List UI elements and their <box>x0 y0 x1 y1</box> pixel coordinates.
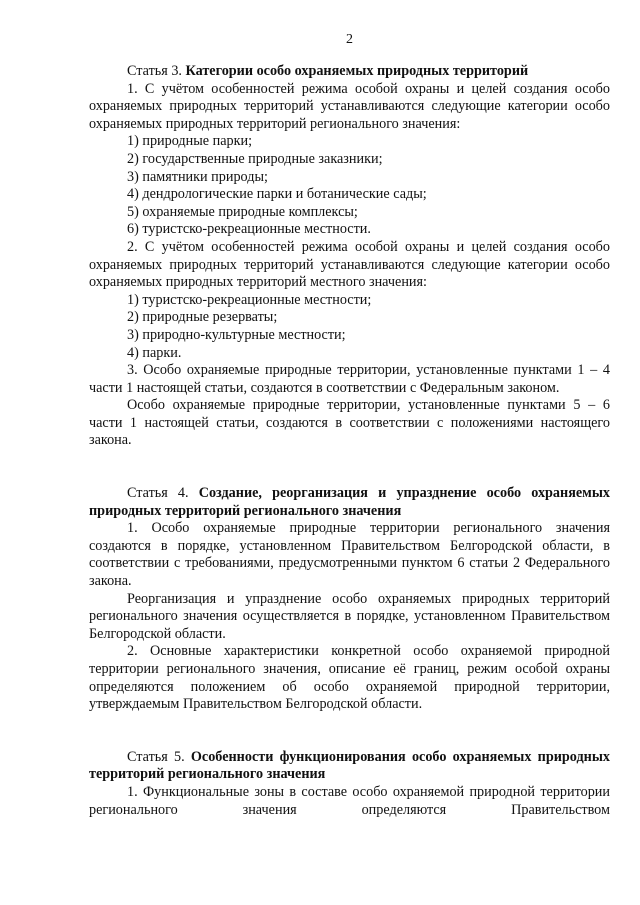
list-item: 3) природно-культурные местности; <box>127 326 346 343</box>
article-3-heading <box>89 63 610 81</box>
list-item: 1) природные парки; <box>127 133 253 150</box>
list-item: 4) парки. <box>127 344 182 361</box>
article-3-paragraph-3: 3. Особо охраняемые природные территории, установленные пунктами 1 – 4 части 1 настоящей статьи, создаются в соответствии с Федеральным законом. <box>89 362 610 396</box>
article-3-paragraph-2: 2. С учётом особенностей режима особой охраны и целей создания особо охраняемых природных территорий устанавливаются следующие категории особо охраняемых природных территорий местного значения: <box>89 238 610 291</box>
article-4-paragraph-3: 2. Основные характеристики конкретной особо охраняемой природной территории регионального значения, описание её границ, режим особой охраны определяются положением об особо охраняемой природной территории, утверждаемым Правительством Белгородской области. <box>89 643 610 713</box>
article-3-title: Категории особо охраняемых природных территорий <box>185 63 529 79</box>
article-3-paragraph-1: 1. С учётом особенностей режима особой охраны и целей создания особо охраняемых природных территорий устанавливаются следующие категории особо охраняемых природных территорий регионального значения: <box>89 80 610 132</box>
section-gap <box>89 450 610 485</box>
section-gap <box>89 714 610 749</box>
article-5-paragraph-1: 1. Функциональные зоны в составе особо охраняемой природной территории регионального значения определяются Правительством <box>89 783 610 818</box>
article-3-paragraph-4: Особо охраняемые природные территории, установленные пунктами 5 – 6 части 1 настоящей статьи, создаются в соответствии с положениями настоящего закона. <box>89 397 610 449</box>
list-item: 2) природные резерваты; <box>127 309 278 326</box>
list-item: 5) охраняемые природные комплексы; <box>127 203 358 220</box>
article-4-paragraph-1: 1. Особо охраняемые природные территории регионального значения создаются в порядке, установленном Правительством Белгородской области, в соответствии с требованиями, предусмотренными пунктом 6 статьи 2 Федерального закона. <box>89 520 610 590</box>
article-5-prefix: Статья 5. <box>127 748 185 765</box>
article-4-title: Создание, реорганизация и упразднение особо охраняемых природных территорий регионального значения <box>89 485 611 519</box>
page-number: 2 <box>346 32 353 47</box>
list-item: 4) дендрологические парки и ботанические сады; <box>127 186 427 203</box>
article-4-paragraph-2: Реорганизация и упразднение особо охраняемых природных территорий регионального значения осуществляется в порядке, установленном Правительством Белгородской области. <box>89 590 610 642</box>
article-5-heading <box>89 749 610 784</box>
list-item: 1) туристско-рекреационные местности; <box>127 291 372 308</box>
list-item: 2) государственные природные заказники; <box>127 150 383 167</box>
article-5-title: Особенности функционирования особо охраняемых природных территорий регионального значения <box>89 748 611 783</box>
article-3-prefix: Статья 3. <box>127 63 182 79</box>
list-item: 6) туристско-рекреационные местности. <box>127 221 371 238</box>
list-item: 3) памятники природы; <box>127 168 268 185</box>
article-4-prefix: Статья 4. <box>127 485 189 502</box>
article-4-heading <box>89 485 610 520</box>
